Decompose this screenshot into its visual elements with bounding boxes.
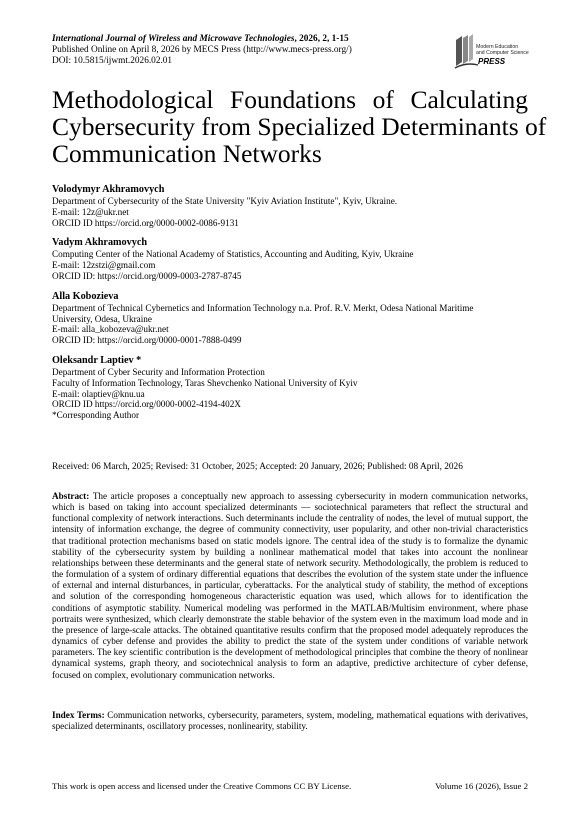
author-name: Oleksandr Laptiev * bbox=[52, 354, 142, 366]
index-terms bbox=[52, 710, 528, 732]
author-block bbox=[52, 290, 528, 346]
corresponding-author-note: *Corresponding Author bbox=[52, 410, 140, 421]
author-list bbox=[52, 183, 528, 429]
author-affiliation: Faculty of Information Technology, Taras Shevchenko National University of Kyiv bbox=[52, 377, 358, 388]
title-line-3: Communication Networks bbox=[52, 139, 322, 168]
title-line-2: Cybersecurity from Specialized Determinants of bbox=[52, 112, 547, 141]
author-email[interactable]: E-mail: 12zstzi@gmail.com bbox=[52, 260, 156, 271]
author-orcid[interactable]: ORCID ID https://orcid.org/0000-0002-0086-9131 bbox=[52, 217, 239, 228]
publisher-logo bbox=[454, 28, 540, 74]
author-block bbox=[52, 354, 528, 421]
paper-title bbox=[52, 85, 547, 168]
abstract-label: Abstract: bbox=[52, 491, 93, 501]
title-line-1: Methodological Foundations of Calculating bbox=[52, 85, 528, 114]
author-block bbox=[52, 183, 528, 228]
index-terms-label: Index Terms: bbox=[52, 710, 108, 720]
doi: DOI: 10.5815/ijwmt.2026.02.01 bbox=[52, 56, 173, 66]
author-affiliation: Department of Cybersecurity of the State University "Kyiv Aviation Institute", Kyiv, Ukraine. bbox=[52, 196, 398, 206]
abstract bbox=[52, 491, 528, 681]
author-affiliation: Computing Center of the National Academy of Statistics, Accounting and Auditing, Kyiv, Ukraine bbox=[52, 249, 414, 260]
journal-volume-pages: , 2026, 2, 1-15 bbox=[294, 34, 349, 44]
logo-text: Modern Education and Computer Science bbox=[476, 44, 529, 56]
index-terms-text: Communication networks, cybersecurity, parameters, system, modeling, mathematical equations with derivatives, specialized determinants, oscillatory processes, nonlinearity, stability. bbox=[52, 710, 528, 732]
issue-info: Volume 16 (2026), Issue 2 bbox=[435, 781, 528, 791]
author-block bbox=[52, 236, 528, 281]
publication-info: Published Online on April 8, 2026 by MECS Press (http://www.mecs-press.org/) bbox=[52, 45, 352, 55]
author-email[interactable]: E-mail: 12z@ukr.net bbox=[52, 206, 129, 217]
author-email[interactable]: E-mail: alla_kobozeva@ukr.net bbox=[52, 324, 169, 335]
submission-dates: Received: 06 March, 2025; Revised: 31 October, 2025; Accepted: 20 January, 2026; Published: 08 April, 2026 bbox=[52, 462, 463, 472]
author-email[interactable]: E-mail: olaptiev@knu.ua bbox=[52, 388, 145, 399]
author-affiliation-cont: University, Odesa, Ukraine bbox=[52, 313, 152, 324]
author-orcid[interactable]: ORCID ID: https://orcid.org/0009-0003-2787-8745 bbox=[52, 270, 242, 281]
author-orcid[interactable]: ORCID ID: https://orcid.org/0000-0001-7888-0499 bbox=[52, 335, 242, 346]
logo-press-wordmark: PRESS bbox=[478, 57, 506, 66]
author-department: Department of Cyber Security and Information Protection bbox=[52, 366, 265, 377]
journal-name: International Journal of Wireless and Microwave Technologies bbox=[52, 34, 295, 44]
author-name: Volodymyr Akhramovych bbox=[52, 184, 165, 195]
author-name: Alla Kobozieva bbox=[52, 290, 119, 302]
author-name: Vadym Akhramovych bbox=[52, 237, 148, 249]
license-notice: This work is open access and licensed under the Creative Commons CC BY License. bbox=[52, 781, 352, 791]
abstract-text: The article proposes a conceptually new approach to assessing cybersecurity in modern communication networks, which is based on taking into account specialized determinants — sociotechnical parameters that reflect the structural and functional complexity of network interactions. Such determinants include the centrality of nodes, the level of mutual support, the intensity of information exchange, the degree of community connectivity, user popularity, and other non-trivial characteristics that traditional protection mechanisms based on static models ignore. The central idea of the study is to formalize the dynamic stability of the cybersecurity system by building a nonlinear mathematical model that takes into account the nonlinear relationships between these determinants and the general state of network security. Methodologically, the problem is reduced to the formulation of a system of ordinary differential equations that describes the evolution of the system state under the influence of external and internal disturbances, in particular, cyberattacks. For the analytical study of stability, the method of exceptions and solution of the corresponding homogeneous characteristic equation was used, which allows for to identification the conditions of asymptotic stability. Numerical modeling was performed in the MATLAB/Multisim environment, where phase portraits were synthesized, which clearly demonstrate the stable behavior of the system even in the maximum load mode and in the presence of large-scale attacks. The obtained quantitative results confirm that the proposed model adequately reproduces the dynamics of cyber defense and provides the ability to predict the state of the system under conditions of variable network parameters. The key scientific contribution is the development of methodological principles that combine the theory of nonlinear dynamical systems, graph theory, and sociotechnical analysis to form an adaptive, predictive architecture of cyber defense, focused on complex, evolutionary communication networks. bbox=[52, 491, 529, 680]
journal-header bbox=[52, 34, 432, 67]
author-orcid[interactable]: ORCID ID https://orcid.org/0000-0002-4194-402X bbox=[52, 399, 241, 410]
author-affiliation: Department of Technical Cybernetics and Information Technology n.a. Prof. R.V. Merkt, Odesa National Maritime bbox=[52, 302, 474, 313]
